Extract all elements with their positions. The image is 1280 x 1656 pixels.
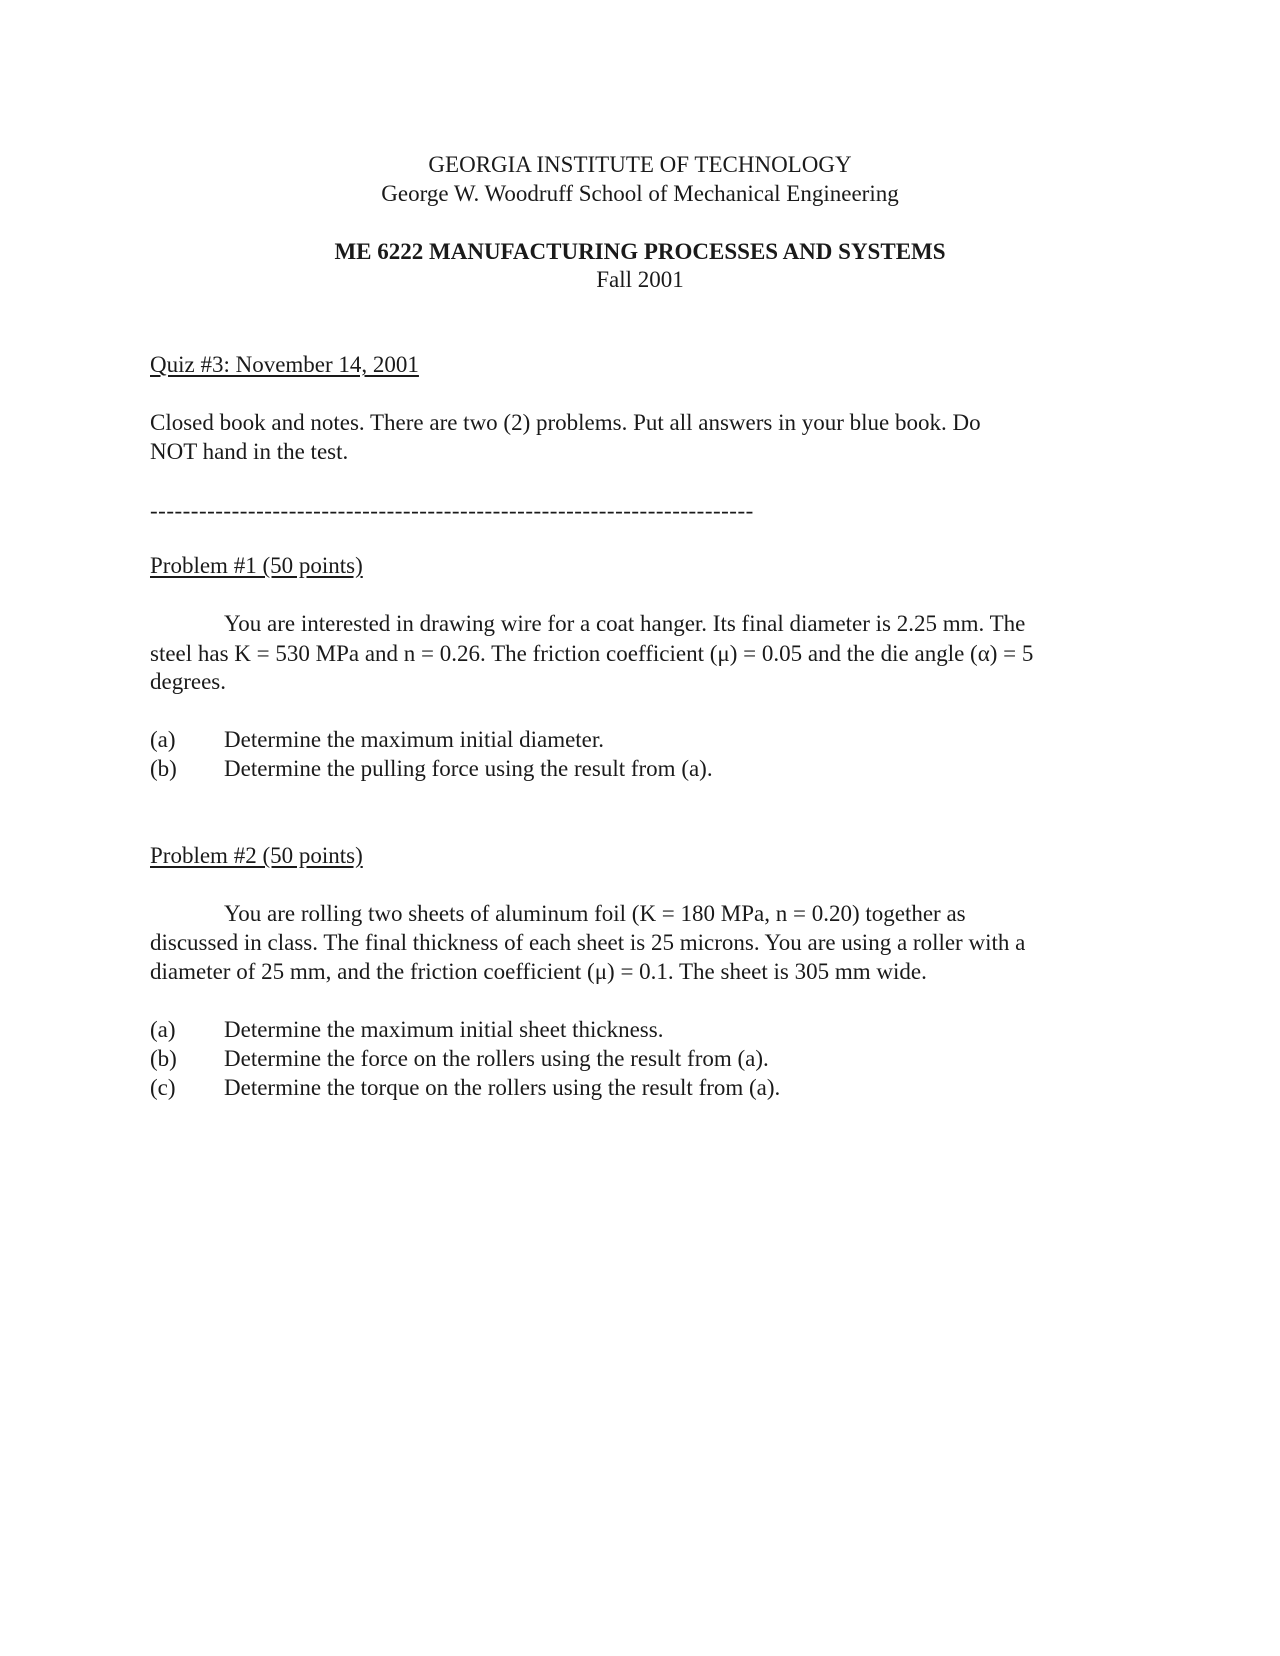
problem-2-heading: Problem #2 (50 points) <box>150 843 363 868</box>
problem-1-text-line-1: You are interested in drawing wire for a coat hanger. Its final diameter is 2.25 mm. The <box>224 611 1026 636</box>
course-title: ME 6222 MANUFACTURING PROCESSES AND SYSTEMS <box>334 239 946 264</box>
problem-2-part-text: Determine the torque on the rollers using the result from (a). <box>224 1075 781 1100</box>
institution-name: GEORGIA INSTITUTE OF TECHNOLOGY <box>428 152 852 177</box>
problem-2-part-text: Determine the maximum initial sheet thickness. <box>224 1017 664 1042</box>
problem-2-text-line-2: discussed in class. The final thickness of each sheet is 25 microns. You are using a roller with a <box>150 930 1026 955</box>
instructions-line-2: NOT hand in the test. <box>150 439 349 464</box>
problem-2-part-label: (c) <box>150 1075 176 1100</box>
problem-1-part-text: Determine the maximum initial diameter. <box>224 727 605 752</box>
term: Fall 2001 <box>596 267 684 292</box>
problem-1-text-line-3: degrees. <box>150 669 226 694</box>
problem-2-part-label: (a) <box>150 1017 176 1042</box>
problem-1-part-text: Determine the pulling force using the result from (a). <box>224 756 713 781</box>
problem-2-text-line-3: diameter of 25 mm, and the friction coefficient (μ) = 0.1. The sheet is 305 mm wide. <box>150 959 927 984</box>
instructions-line-1: Closed book and notes. There are two (2) problems. Put all answers in your blue book. Do <box>150 410 981 435</box>
problem-1-text-line-2: steel has K = 530 MPa and n = 0.26. The friction coefficient (μ) = 0.05 and the die angle (α) = 5 <box>150 641 1034 666</box>
problem-1-part-label: (a) <box>150 727 176 752</box>
problem-2-text-line-1: You are rolling two sheets of aluminum foil (K = 180 MPa, n = 0.20) together as <box>224 901 966 926</box>
problem-1-heading: Problem #1 (50 points) <box>150 553 363 578</box>
problem-1-part-label: (b) <box>150 756 177 781</box>
school-name: George W. Woodruff School of Mechanical Engineering <box>381 181 899 206</box>
separator-line: -------------------------------------------------------------------------- <box>150 498 754 523</box>
problem-2-part-label: (b) <box>150 1046 177 1071</box>
quiz-title: Quiz #3: November 14, 2001 <box>150 352 419 377</box>
problem-2-part-text: Determine the force on the rollers using the result from (a). <box>224 1046 769 1071</box>
